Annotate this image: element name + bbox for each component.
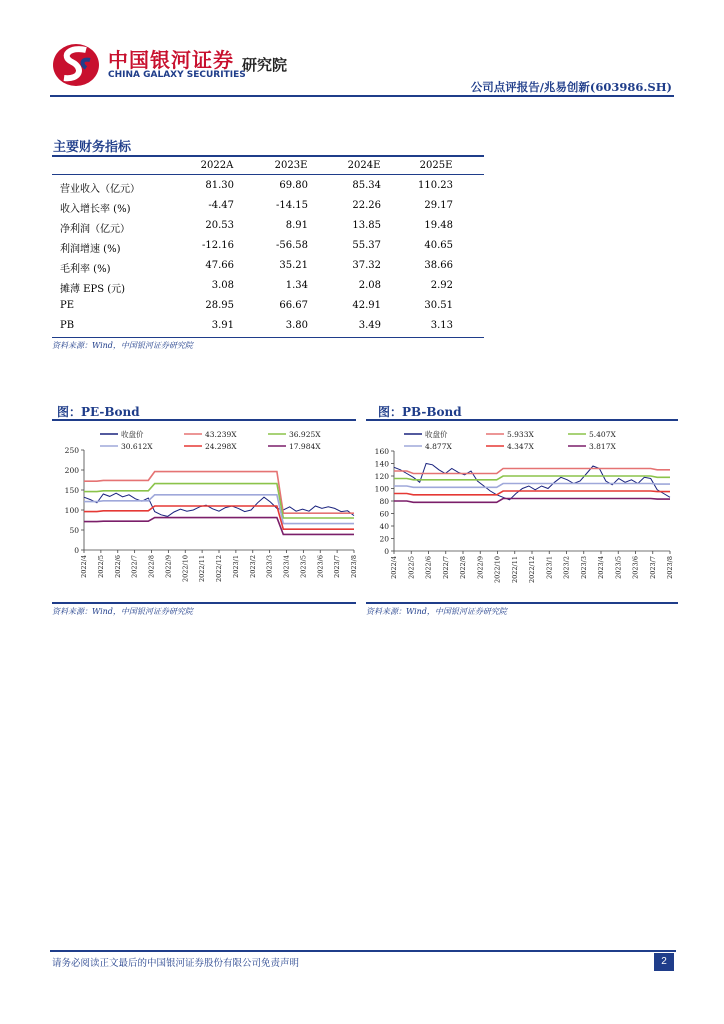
- table-cell: 38.66: [424, 260, 453, 271]
- x-tick-label: 2023/8: [666, 556, 674, 579]
- table-cell: 35.21: [279, 260, 308, 271]
- table-row: [52, 197, 484, 217]
- table-cell: 40.65: [424, 240, 453, 251]
- table-title: 主要财务指标: [53, 140, 132, 155]
- series-line-2: [394, 476, 670, 480]
- x-tick-label: 2023/8: [350, 555, 358, 578]
- row-label: 营业收入（亿元）: [60, 184, 140, 195]
- brand-name-cn: 中国银河证券: [108, 48, 234, 72]
- table-cell: 19.48: [424, 220, 453, 231]
- table-cell: 20.53: [205, 220, 234, 231]
- legend-label: 4.347X: [507, 442, 534, 451]
- table-cell: 47.66: [205, 260, 234, 271]
- series-line-5: [394, 499, 670, 503]
- x-tick-label: 2022/9: [476, 556, 485, 579]
- x-tick-label: 2022/8: [459, 556, 467, 579]
- x-tick-label: 2022/8: [147, 555, 156, 578]
- y-tick-label: 60: [379, 509, 389, 519]
- row-label: 毛利率 (%): [60, 264, 111, 275]
- x-tick-label: 2023/4: [282, 555, 291, 578]
- table-row: [52, 297, 484, 317]
- x-tick-label: 2022/6: [113, 555, 122, 578]
- table-cell: 30.51: [424, 300, 453, 311]
- pb-bond-title-rule: [366, 419, 678, 421]
- x-tick-label: 2023/1: [545, 556, 554, 579]
- x-tick-label: 2022/5: [407, 556, 416, 579]
- row-label: PB: [60, 320, 75, 331]
- legend-label: 5.933X: [507, 430, 534, 439]
- table-cell: 66.67: [279, 300, 308, 311]
- x-tick-label: 2022/12: [215, 555, 223, 583]
- y-tick-label: 100: [374, 484, 389, 494]
- y-tick-label: 0: [74, 546, 79, 555]
- x-tick-label: 2023/2: [562, 556, 571, 579]
- y-tick-label: 20: [379, 534, 389, 544]
- y-tick-label: 100: [64, 506, 79, 515]
- series-line-3: [394, 484, 670, 488]
- x-tick-label: 2022/7: [130, 555, 139, 578]
- table-top-rule: [52, 155, 484, 157]
- series-line-3: [84, 495, 354, 524]
- table-row: [52, 177, 484, 197]
- pe-bond-title-rule: [52, 419, 356, 421]
- x-tick-label: 2023/4: [597, 556, 605, 579]
- series-line-4: [394, 491, 670, 495]
- table-cell: 3.80: [285, 320, 308, 331]
- table-source-note: 资料来源：Wind，中国银河证券研究院: [52, 341, 193, 350]
- table-cell: 81.30: [205, 180, 234, 191]
- x-tick-label: 2023/1: [231, 555, 240, 578]
- y-tick-label: 200: [64, 466, 79, 475]
- table-row: [52, 277, 484, 297]
- legend-label: 收盘价: [425, 430, 448, 439]
- y-tick-label: 250: [64, 446, 79, 455]
- legend-label: 5.407X: [589, 430, 616, 439]
- table-cell: 85.34: [352, 180, 381, 191]
- y-tick-label: 160: [374, 447, 389, 456]
- table-cell: 3.13: [430, 320, 453, 331]
- y-tick-label: 40: [379, 522, 389, 531]
- pe-bond-source-note: 资料来源：Wind，中国银河证券研究院: [52, 607, 193, 616]
- table-cell: 2.08: [358, 280, 381, 291]
- table-cell: 3.49: [358, 320, 381, 331]
- row-label: 利润增速 (%): [60, 244, 121, 255]
- table-cell: 37.32: [352, 260, 381, 271]
- x-tick-label: 2023/2: [248, 555, 257, 578]
- header-divider: [50, 95, 674, 97]
- x-tick-label: 2023/6: [316, 555, 325, 578]
- table-row: [52, 217, 484, 237]
- legend-label: 17.984X: [289, 442, 321, 451]
- report-tag: 公司点评报告/兆易创新(603986.SH): [470, 80, 672, 94]
- y-tick-label: 0: [384, 547, 389, 556]
- x-tick-label: 2023/3: [265, 555, 274, 578]
- y-tick-label: 50: [69, 526, 79, 535]
- pb-bond-bottom-rule: [366, 602, 678, 604]
- series-line-5: [84, 518, 354, 535]
- table-cell: 69.80: [279, 180, 308, 191]
- table-cell: 1.34: [285, 280, 308, 291]
- row-label: 摊薄 EPS (元): [60, 284, 126, 295]
- y-tick-label: 140: [374, 459, 389, 469]
- table-cell: 29.17: [424, 200, 453, 211]
- table-cell: -12.16: [201, 240, 234, 251]
- company-logo: [50, 40, 102, 90]
- table-cell: 42.91: [352, 300, 381, 311]
- pe-bond-bottom-rule: [52, 602, 356, 604]
- table-row: [52, 317, 484, 337]
- series-line-1: [394, 469, 670, 474]
- table-cell: 2.92: [430, 280, 453, 291]
- table-cell: 110.23: [418, 180, 453, 191]
- x-tick-label: 2022/12: [528, 556, 536, 584]
- x-tick-label: 2023/7: [333, 555, 342, 578]
- legend-label: 3.817X: [589, 442, 616, 451]
- x-tick-label: 2022/11: [198, 555, 207, 583]
- x-tick-label: 2023/3: [579, 556, 588, 579]
- x-tick-label: 2022/9: [164, 555, 173, 578]
- x-tick-label: 2022/11: [510, 556, 519, 584]
- table-cell: 3.08: [211, 280, 234, 291]
- x-tick-label: 2022/10: [181, 555, 190, 583]
- legend-label: 24.298X: [205, 442, 237, 451]
- table-row: [52, 257, 484, 277]
- footer-divider: [50, 950, 676, 952]
- x-tick-label: 2022/4: [80, 555, 88, 578]
- row-label: PE: [60, 300, 75, 311]
- column-header: 2024E: [347, 160, 381, 171]
- y-tick-label: 120: [374, 472, 389, 481]
- table-cell: 22.26: [352, 200, 381, 211]
- brand-name-en: CHINA GALAXY SECURITIES: [108, 70, 246, 80]
- legend-label: 4.877X: [425, 442, 452, 451]
- table-cell: -4.47: [208, 200, 234, 211]
- x-tick-label: 2022/5: [96, 555, 105, 578]
- x-tick-label: 2022/10: [493, 556, 502, 584]
- table-cell: 28.95: [205, 300, 234, 311]
- legend-label: 30.612X: [121, 442, 153, 451]
- row-label: 净利润（亿元）: [60, 224, 130, 235]
- y-tick-label: 150: [64, 486, 79, 495]
- table-cell: 3.91: [211, 320, 234, 331]
- legend-label: 36.925X: [289, 430, 321, 439]
- y-tick-label: 80: [379, 497, 389, 506]
- table-cell: -14.15: [275, 200, 308, 211]
- x-tick-label: 2023/5: [299, 555, 308, 578]
- column-header: 2022A: [200, 160, 234, 171]
- pe-bond-chart-title: 图：PE-Bond: [57, 405, 140, 419]
- table-header-rule: [52, 174, 484, 175]
- legend-label: 收盘价: [121, 430, 144, 439]
- footer-disclaimer: 请务必阅读正文最后的中国银河证券股份有限公司免责声明: [52, 958, 300, 969]
- x-tick-label: 2023/6: [631, 556, 640, 579]
- table-cell: 13.85: [352, 220, 381, 231]
- page-number: 2: [654, 953, 674, 971]
- pb-bond-source-note: 资料来源：Wind，中国银河证券研究院: [366, 607, 507, 616]
- x-tick-label: 2022/6: [424, 556, 433, 579]
- column-header: 2025E: [419, 160, 453, 171]
- institute-label: 研究院: [242, 56, 288, 74]
- table-bottom-rule: [52, 337, 484, 338]
- column-header: 2023E: [274, 160, 308, 171]
- pb-bond-chart: [366, 422, 678, 602]
- row-label: 收入增长率 (%): [60, 204, 131, 215]
- table-cell: 55.37: [352, 240, 381, 251]
- x-tick-label: 2022/7: [441, 556, 450, 579]
- table-row: [52, 237, 484, 257]
- legend-label: 43.239X: [205, 430, 237, 439]
- pb-bond-chart-title: 图：PB-Bond: [378, 405, 462, 419]
- x-tick-label: 2023/7: [648, 556, 657, 579]
- x-tick-label: 2023/5: [614, 556, 623, 579]
- x-tick-label: 2022/4: [390, 556, 398, 579]
- pe-bond-chart: [52, 422, 356, 602]
- table-cell: 8.91: [285, 220, 308, 231]
- table-cell: -56.58: [275, 240, 308, 251]
